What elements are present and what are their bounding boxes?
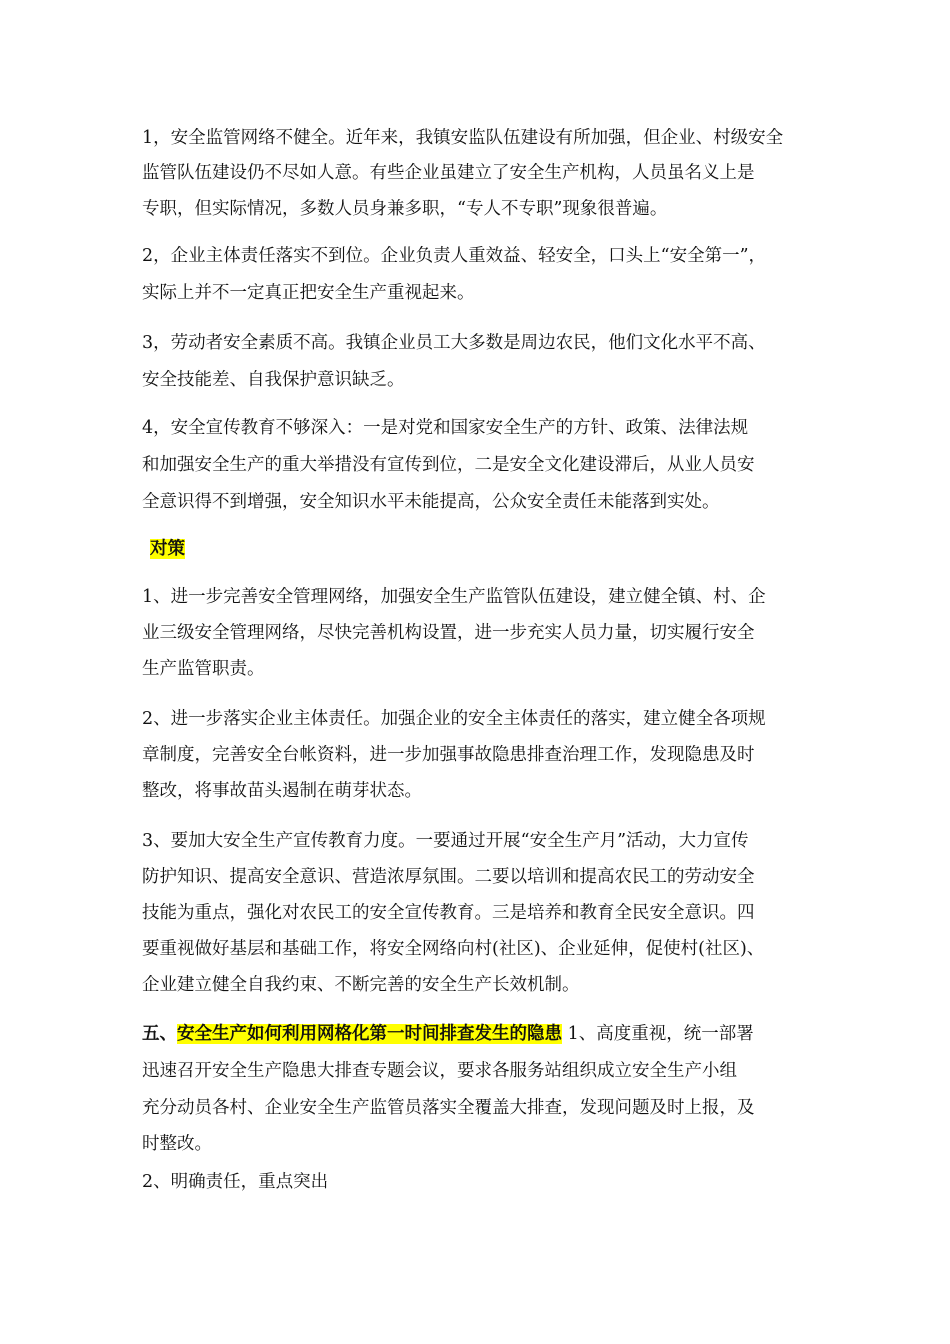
paragraph-line: 业三级安全管理网络，尽快完善机构设置，进一步充实人员力量，切实履行安全: [142, 623, 755, 643]
paragraph-line: 监管队伍建设仍不尽如人意。有些企业虽建立了安全生产机构，人员虽名义上是: [142, 163, 755, 183]
section-title-highlighted: 安全生产如何利用网格化第一时间排查发生的隐患: [177, 1024, 562, 1044]
heading-duice: [150, 541, 185, 559]
paragraph-line: 1、进一步完善安全管理网络，加强安全生产监管队伍建设，建立健全镇、村、企: [142, 587, 766, 607]
highlighted-heading-text: 对策: [150, 539, 185, 559]
paragraph-line: 1，安全监管网络不健全。近年来，我镇安监队伍建设有所加强，但企业、村级安全: [142, 128, 784, 148]
paragraph-line: 整改，将事故苗头遏制在萌芽状态。: [142, 781, 422, 801]
section-number: 五、: [142, 1024, 177, 1044]
paragraph-line: 企业建立健全自我约束、不断完善的安全生产长效机制。: [142, 975, 580, 995]
paragraph-line: 生产监管职责。: [142, 659, 265, 679]
paragraph-line: 要重视做好基层和基础工作，将安全网络向村(社区)、企业延伸，促使村(社区)、: [142, 939, 765, 959]
paragraph-line: 3、要加大安全生产宣传教育力度。一要通过开展“安全生产月”活动，大力宣传: [142, 831, 749, 851]
paragraph-line: 时整改。: [142, 1134, 212, 1154]
paragraph-line: 3，劳动者安全素质不高。我镇企业员工大多数是周边农民，他们文化水平不高、: [142, 333, 766, 353]
paragraph-line: 迅速召开安全生产隐患大排查专题会议，要求各服务站组织成立安全生产小组: [142, 1061, 737, 1081]
paragraph-line: 和加强安全生产的重大举措没有宣传到位，二是安全文化建设滞后，从业人员安: [142, 455, 755, 475]
section-five-heading-line: [142, 1026, 754, 1044]
paragraph-line: 2、明确责任，重点突出: [142, 1172, 329, 1192]
paragraph-line: 实际上并不一定真正把安全生产重视起来。: [142, 283, 475, 303]
section-item-text: 1、高度重视，统一部署: [562, 1024, 754, 1044]
paragraph-line: 2、进一步落实企业主体责任。加强企业的安全主体责任的落实，建立健全各项规: [142, 709, 766, 729]
paragraph-line: 技能为重点，强化对农民工的安全宣传教育。三是培养和教育全民安全意识。四: [142, 903, 755, 923]
paragraph-line: 充分动员各村、企业安全生产监管员落实全覆盖大排查，发现问题及时上报，及: [142, 1098, 755, 1118]
paragraph-line: 安全技能差、自我保护意识缺乏。: [142, 370, 405, 390]
paragraph-line: 章制度，完善安全台帐资料，进一步加强事故隐患排查治理工作，发现隐患及时: [142, 745, 755, 765]
paragraph-line: 防护知识、提高安全意识、营造浓厚氛围。二要以培训和提高农民工的劳动安全: [142, 867, 755, 887]
paragraph-line: 全意识得不到增强，安全知识水平未能提高，公众安全责任未能落到实处。: [142, 492, 720, 512]
paragraph-line: 专职，但实际情况，多数人员身兼多职，“专人不专职”现象很普遍。: [142, 199, 668, 219]
paragraph-line: 4，安全宣传教育不够深入：一是对党和国家安全生产的方针、政策、法律法规: [142, 418, 749, 438]
paragraph-line: 2，企业主体责任落实不到位。企业负责人重效益、轻安全，口头上“安全第一”，: [142, 246, 767, 266]
